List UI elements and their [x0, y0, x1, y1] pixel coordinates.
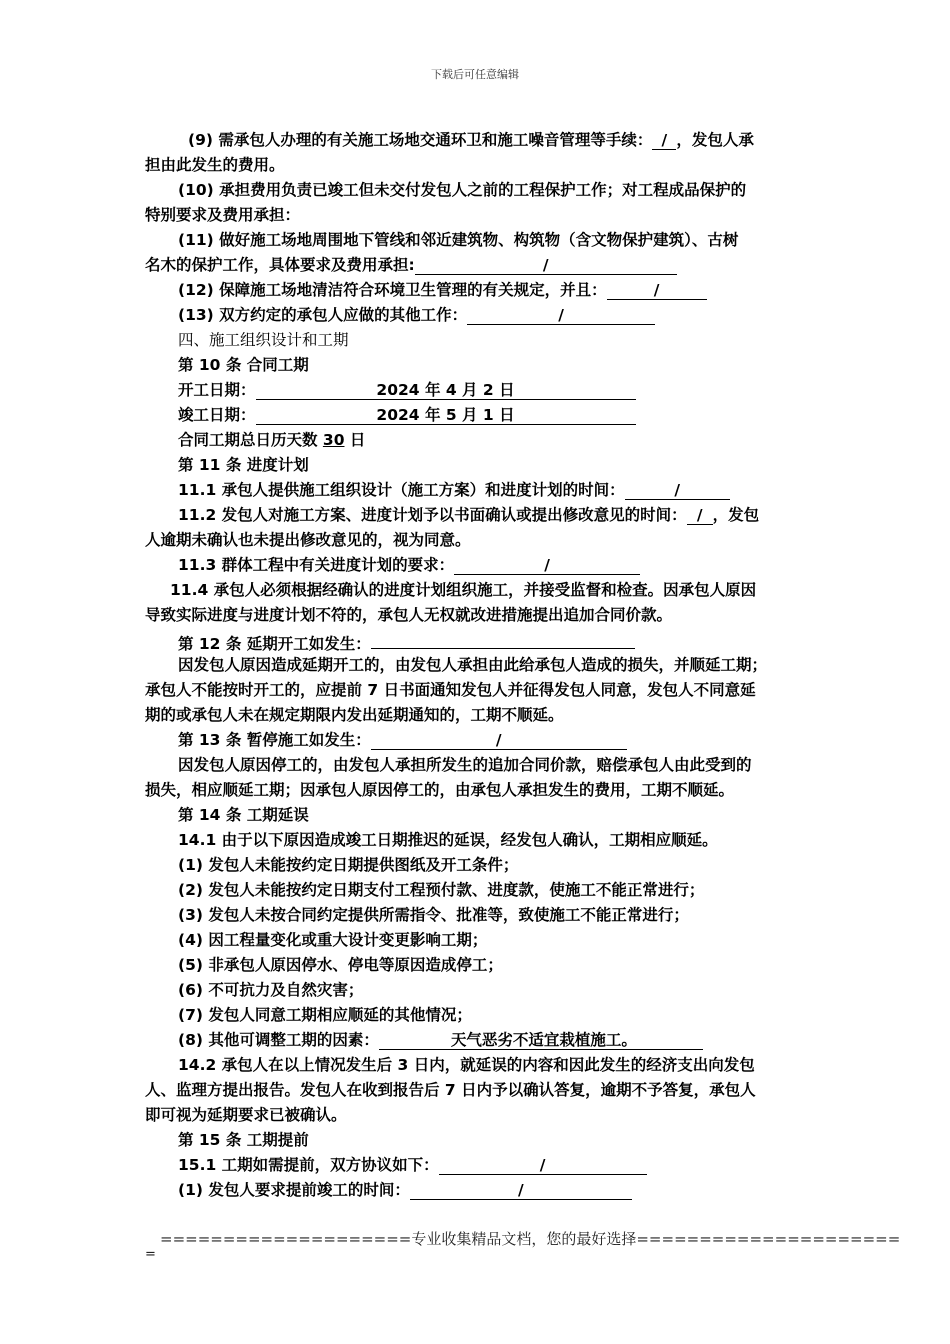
page-header: 下载后可任意编辑	[431, 68, 519, 81]
start-date-line	[178, 380, 636, 400]
clause-15-1-line	[178, 1155, 647, 1175]
clause-9-line1	[188, 130, 754, 150]
clause-13-line	[178, 305, 655, 325]
clause-15-item-1-blank[interactable]: /	[410, 1181, 632, 1200]
clause-11-line1: (11) 做好施工场地周围地下管线和邻近建筑物、构筑物（含文物保护建筑）、古树	[178, 231, 739, 249]
clause-10-line2: 特别要求及费用承担：	[145, 206, 301, 224]
clause-14-1: 14.1 由于以下原因造成竣工日期推迟的延误，经发包人确认，工期相应顺延。	[178, 831, 718, 849]
page-footer-tail: =	[145, 1247, 156, 1262]
clause-9-blank[interactable]: /	[652, 131, 676, 150]
clause-11-3-text: 11.3 群体工程中有关进度计划的要求：	[178, 556, 455, 574]
item-8-text: (8) 其他可调整工期的因素：	[178, 1031, 379, 1049]
article-13-heading: 第 13 条 暂停施工如发生：	[178, 731, 371, 749]
article-13-blank[interactable]: /	[371, 731, 627, 750]
article-12-blank[interactable]	[371, 630, 635, 649]
clause-12-text: (12) 保障施工场地清洁符合环境卫生管理的有关规定，并且：	[178, 281, 607, 299]
clause-10-line1: (10) 承担费用负责已竣工但未交付发包人之前的工程保护工作；对工程成品保护的	[178, 181, 747, 199]
article-11-heading: 第 11 条 进度计划	[178, 456, 309, 474]
clause-13-text: (13) 双方约定的承包人应做的其他工作：	[178, 306, 468, 324]
clause-11-3-line	[178, 555, 640, 575]
item-2: (2) 发包人未能按约定日期支付工程预付款、进度款，使施工不能正常进行；	[178, 881, 705, 899]
clause-11-2-line1	[178, 505, 759, 525]
item-5: (5) 非承包人原因停水、停电等原因造成停工；	[178, 956, 503, 974]
item-7: (7) 发包人同意工期相应顺延的其他情况；	[178, 1006, 472, 1024]
clause-11-line2	[145, 255, 677, 275]
article-12-para1: 因发包人原因造成延期开工的，由发包人承担由此给承包人造成的损失，并顺延工期；	[178, 656, 768, 674]
clause-14-2-line1: 14.2 承包人在以上情况发生后 3 日内，就延误的内容和因此发生的经济支出向发包	[178, 1056, 755, 1074]
clause-15-1-blank[interactable]: /	[439, 1156, 647, 1175]
total-days-value[interactable]: 30	[322, 431, 345, 449]
item-3: (3) 发包人未按合同约定提供所需指令、批准等，致使施工不能正常进行；	[178, 906, 689, 924]
clause-9-text: (9) 需承包人办理的有关施工场地交通环卫和施工噪音管理等手续：	[188, 131, 653, 149]
clause-15-item-1-line	[178, 1180, 632, 1200]
clause-12-line	[178, 280, 707, 300]
item-8-field[interactable]	[379, 1031, 703, 1050]
article-13-para2: 损失，相应顺延工期；因承包人原因停工的，由承包人承担发生的费用，工期不顺延。	[145, 781, 735, 799]
start-date-label: 开工日期：	[178, 381, 256, 399]
clause-11-1-text: 11.1 承包人提供施工组织设计（施工方案）和进度计划的时间：	[178, 481, 625, 499]
clause-11-4-line2: 导致实际进度与进度计划不符的，承包人无权就改进措施提出追加合同价款。	[145, 606, 673, 624]
clause-11-2-text: 11.2 发包人对施工方案、进度计划予以书面确认或提出修改意见的时间：	[178, 506, 687, 524]
page-footer: ====================专业收集精品文档，您的最好选择=====================	[160, 1230, 901, 1248]
article-14-heading: 第 14 条 工期延误	[178, 806, 309, 824]
clause-11-text: 名木的保护工作，具体要求及费用承担:	[145, 256, 415, 274]
article-12-para3: 期的或承包人未在规定期限内发出延期通知的，工期不顺延。	[145, 706, 564, 724]
clause-11-3-blank[interactable]: /	[454, 556, 640, 575]
clause-11-1-line	[178, 480, 730, 500]
clause-13-blank[interactable]: /	[467, 306, 655, 325]
article-13-para1: 因发包人原因停工的，由发包人承担所发生的追加合同价款，赔偿承包人由此受到的	[178, 756, 752, 774]
article-15-heading: 第 15 条 工期提前	[178, 1131, 309, 1149]
clause-15-item-1-text: (1) 发包人要求提前竣工的时间：	[178, 1181, 410, 1199]
clause-15-1-text: 15.1 工期如需提前，双方协议如下：	[178, 1156, 439, 1174]
end-date-line	[178, 405, 636, 425]
end-date-field[interactable]: 2024 年 5 月 1 日	[256, 406, 636, 425]
total-days-text: 合同工期总日历天数	[178, 431, 323, 449]
article-12-heading: 第 12 条 延期开工如发生：	[178, 635, 371, 653]
article-13-line	[178, 730, 627, 750]
item-8-line	[178, 1030, 703, 1050]
clause-11-2-blank[interactable]: /	[687, 506, 713, 525]
clause-9-line2: 担由此发生的费用。	[145, 156, 285, 174]
section-4-heading: 四、施工组织设计和工期	[178, 331, 349, 349]
clause-14-2-line2: 人、监理方提出报告。发包人在收到报告后 7 日内予以确认答复，逾期不予答复，承包人	[145, 1081, 756, 1099]
article-12-line	[178, 630, 635, 654]
total-days-unit: 日	[344, 431, 366, 449]
article-10-heading: 第 10 条 合同工期	[178, 356, 309, 374]
clause-11-2-text-b: ，发包	[712, 506, 760, 524]
clause-11-4-line1: 11.4 承包人必须根据经确认的进度计划组织施工，并接受监督和检查。因承包人原因	[170, 581, 757, 599]
total-days-line	[178, 430, 365, 450]
start-date-field[interactable]: 2024 年 4 月 2 日	[256, 381, 636, 400]
item-8-value: 天气恶劣不适宜栽植施工。	[450, 1031, 637, 1049]
article-12-para2: 承包人不能按时开工的，应提前 7 日书面通知发包人并征得发包人同意，发包人不同意延	[145, 681, 756, 699]
clause-12-blank[interactable]: /	[607, 281, 707, 300]
item-6: (6) 不可抗力及自然灾害；	[178, 981, 364, 999]
item-1: (1) 发包人未能按约定日期提供图纸及开工条件；	[178, 856, 519, 874]
clause-11-2-line2: 人逾期未确认也未提出修改意见的，视为同意。	[145, 531, 471, 549]
item-4: (4) 因工程量变化或重大设计变更影响工期；	[178, 931, 488, 949]
clause-11-blank[interactable]: /	[415, 256, 677, 275]
clause-14-2-line3: 即可视为延期要求已被确认。	[145, 1106, 347, 1124]
end-date-label: 竣工日期：	[178, 406, 256, 424]
clause-11-1-blank[interactable]: /	[625, 481, 730, 500]
clause-9-text-b: ，发包人承	[676, 131, 754, 149]
